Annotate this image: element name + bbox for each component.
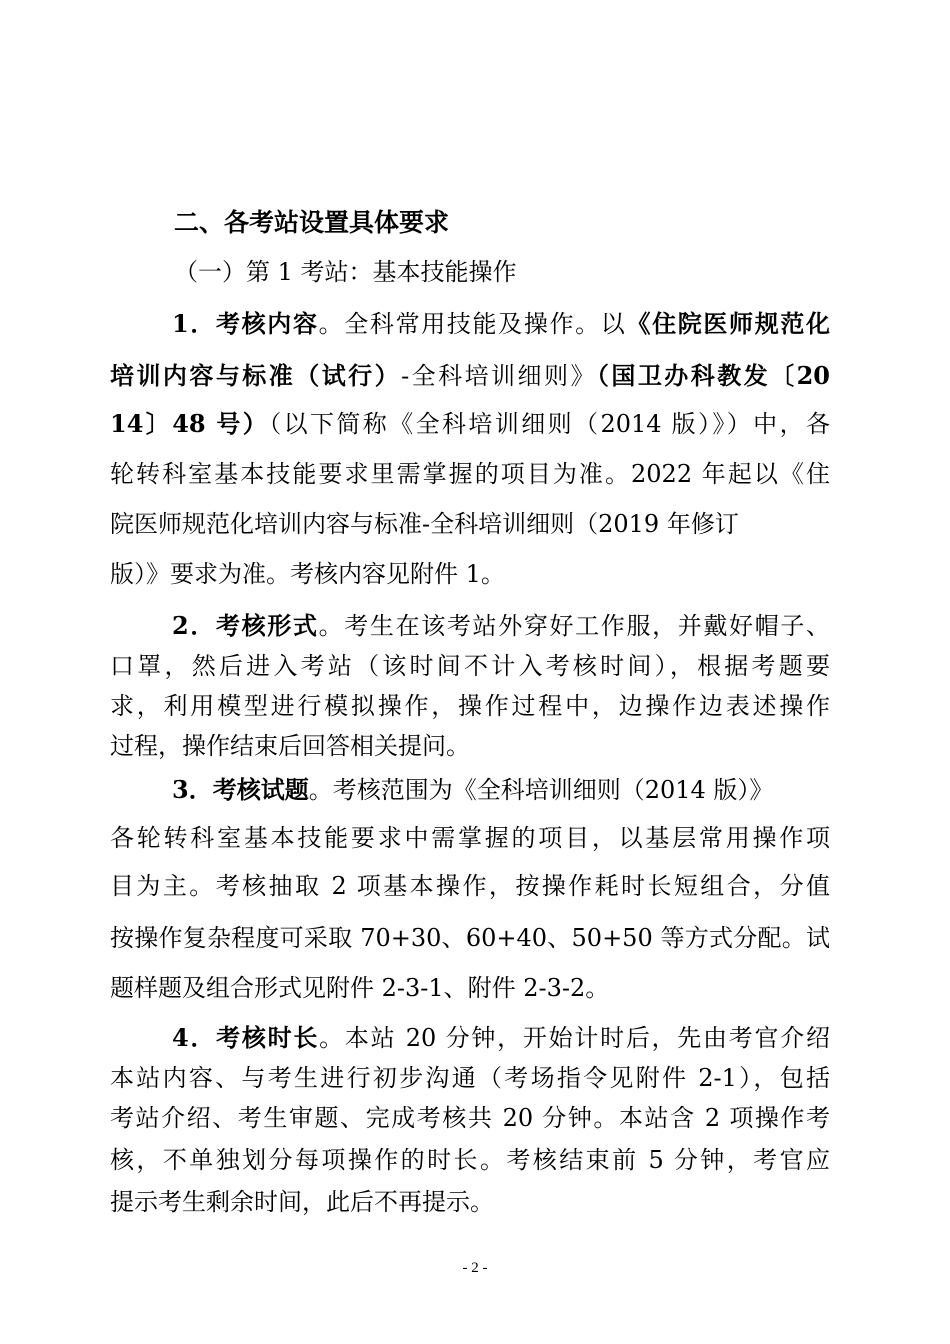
p4-line-3: 考站介绍、考生审题、完成考核共 20 分钟。本站含 2 项操作考 bbox=[110, 1104, 830, 1132]
p3-line-5: 题样题及组合形式见附件 2-3-1、附件 2-3-2。 bbox=[110, 974, 610, 1002]
p4-title: 4．考核时长 bbox=[172, 1023, 320, 1052]
p2-line-4: 过程，操作结束后回答相关提问。 bbox=[110, 732, 470, 760]
p1-line-3-text: （以下简称《全科培训细则（2014 版）》）中，各 bbox=[269, 410, 830, 438]
p2-title: 2．考核形式 bbox=[172, 611, 319, 640]
p4-line-4: 核，不单独划分每项操作的时长。考核结束前 5 分钟，考官应 bbox=[110, 1146, 830, 1174]
p2-line-1-text: 。考生在该考站外穿好工作服，并戴好帽子、 bbox=[318, 612, 831, 640]
p1-line-3-bold: 14〕48 号） bbox=[110, 409, 270, 438]
p3-line-2: 各轮转科室基本技能要求中需掌握的项目，以基层常用操作项 bbox=[110, 824, 830, 852]
p3-line-3: 目为主。考核抽取 2 项基本操作，按操作耗时长短组合，分值 bbox=[110, 872, 830, 900]
p1-title: 1．考核内容 bbox=[172, 309, 319, 338]
p2-line-1 bbox=[110, 606, 830, 646]
p1-line-2-bold-2: （国卫办科教发〔20 bbox=[596, 361, 831, 390]
p3-title: 3．考核试题 bbox=[172, 775, 309, 804]
p3-line-1 bbox=[110, 770, 830, 810]
p1-line-1-text: 。全科常用技能及操作。以 bbox=[318, 310, 627, 338]
p1-line-2-bold: 培训内容与标准（试行） bbox=[110, 361, 402, 390]
page-number: - 2 - bbox=[462, 1260, 488, 1276]
p2-line-2: 口罩，然后进入考站（该时间不计入考核时间），根据考题要 bbox=[110, 652, 830, 680]
p1-line-6: 版）》要求为准。考核内容见附件 1。 bbox=[110, 560, 505, 588]
p1-line-5: 院医师规范化培训内容与标准-全科培训细则（2019 年修订 bbox=[110, 510, 739, 538]
p4-line-1 bbox=[110, 1018, 830, 1058]
p1-line-2-text: -全科培训细则》 bbox=[401, 362, 597, 390]
p1-line-1 bbox=[110, 304, 830, 344]
p1-line-3 bbox=[110, 404, 830, 444]
p1-line-4: 轮转科室基本技能要求里需掌握的项目为准。2022 年起以《住 bbox=[110, 460, 830, 488]
p3-line-1-text: 。考核范围为《全科培训细则（2014 版）》 bbox=[308, 776, 774, 804]
section-heading: 二、各考站设置具体要求 bbox=[174, 208, 450, 237]
p1-line-2 bbox=[110, 356, 830, 396]
p3-line-4: 按操作复杂程度可采取 70+30、60+40、50+50 等方式分配。试 bbox=[110, 924, 830, 952]
p4-line-1-text: 。本站 20 分钟，开始计时后，先由考官介绍 bbox=[319, 1024, 830, 1052]
subsection-heading: （一）第 1 考站：基本技能操作 bbox=[174, 258, 517, 286]
p4-line-5: 提示考生剩余时间，此后不再提示。 bbox=[110, 1188, 494, 1216]
p1-line-1-bold: 《住院医师规范化 bbox=[626, 309, 831, 338]
p4-line-2: 本站内容、与考生进行初步沟通（考场指令见附件 2-1），包括 bbox=[110, 1064, 830, 1092]
p2-line-3: 求，利用模型进行模拟操作，操作过程中，边操作边表述操作 bbox=[110, 692, 830, 720]
